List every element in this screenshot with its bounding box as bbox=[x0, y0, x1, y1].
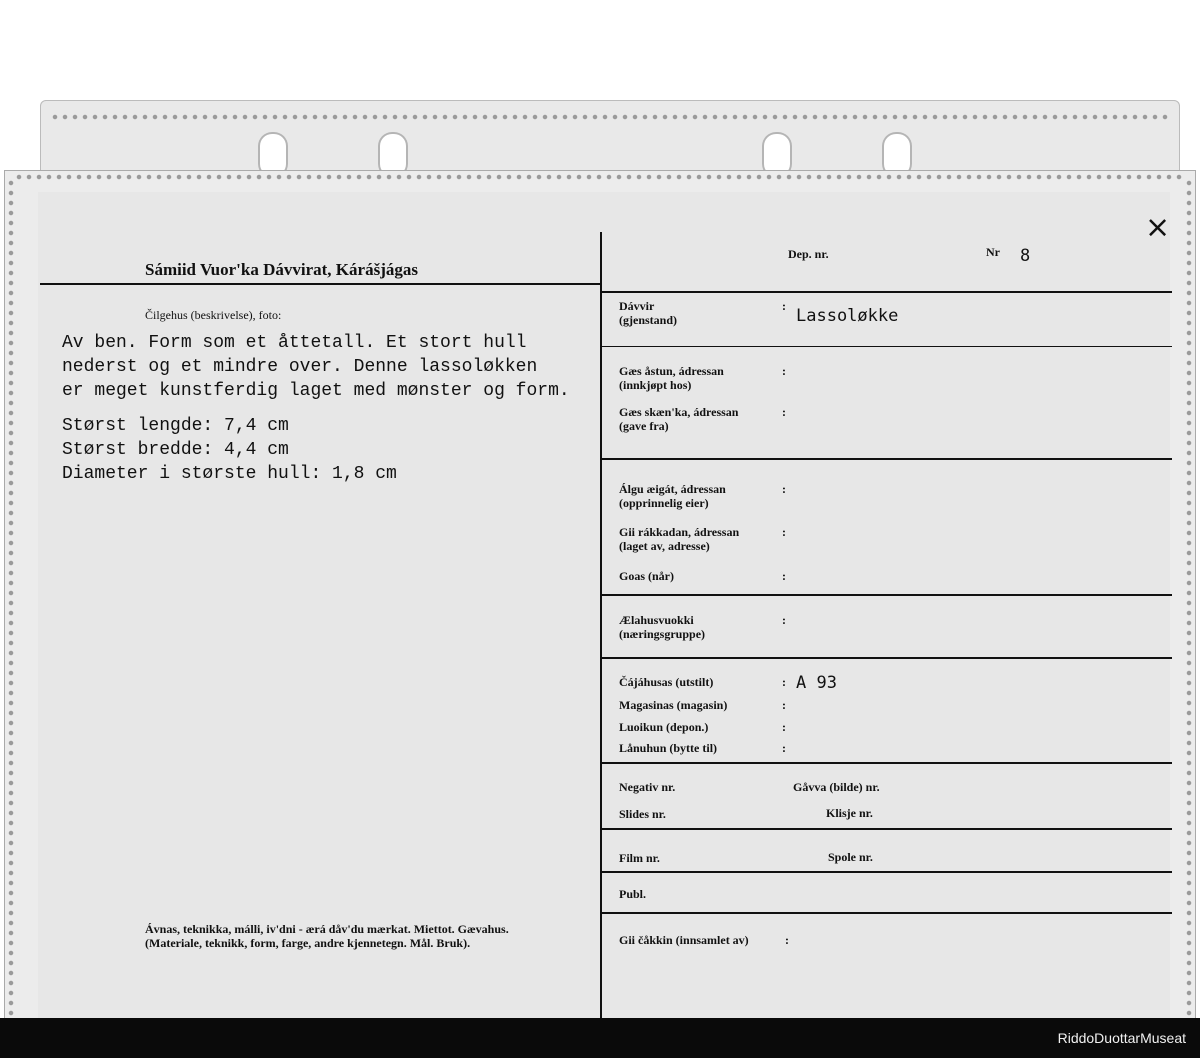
aelahus-label: Ælahusvuokki bbox=[619, 613, 694, 627]
description-label: Čilgehus (beskrivelse), foto: bbox=[145, 308, 282, 322]
cajahusas-label: Čájáhusas (utstilt) bbox=[619, 675, 714, 689]
sleeve-perforation bbox=[50, 112, 1170, 122]
row-rule bbox=[602, 458, 1172, 460]
rakkadan-sub: (laget av, adresse) bbox=[619, 539, 710, 553]
dep-nr-label: Dep. nr. bbox=[788, 247, 829, 261]
field-colon: : bbox=[782, 364, 786, 378]
skaenka-sub: (gave fra) bbox=[619, 419, 669, 433]
davvir-sub: (gjenstand) bbox=[619, 313, 678, 327]
row-rule bbox=[602, 762, 1172, 764]
field-colon: : bbox=[782, 741, 786, 755]
astun-label: Gæs åstun, ádressan bbox=[619, 364, 724, 378]
description-line: er meget kunstferdig laget med mønster og form. bbox=[62, 381, 570, 401]
check-mark-icon: ⨯ bbox=[1145, 210, 1171, 245]
davvir-value: Lassoløkke bbox=[796, 306, 899, 326]
measurement-line: Størst lengde: 7,4 cm bbox=[62, 416, 289, 436]
sleeve-perforation bbox=[6, 178, 16, 1020]
field-colon: : bbox=[782, 675, 786, 689]
gavva-label: Gåvva (bilde) nr. bbox=[793, 780, 880, 794]
field-colon: : bbox=[785, 933, 789, 947]
row-rule bbox=[602, 828, 1172, 830]
luoikun-label: Luoikun (depon.) bbox=[619, 720, 709, 734]
row-rule bbox=[602, 657, 1172, 659]
bottom-strip bbox=[0, 1018, 1200, 1058]
row-rule bbox=[602, 594, 1172, 596]
material-footer-line: Ávnas, teknikka, málli, iv'dni - ærá dåv'du mærkat. Miettot. Gævahus. bbox=[145, 922, 509, 936]
field-colon: : bbox=[782, 613, 786, 627]
description-line: Av ben. Form som et åttetall. Et stort hull bbox=[62, 333, 527, 353]
skaenka-label: Gæs skæn'ka, ádressan bbox=[619, 405, 739, 419]
magasinas-label: Magasinas (magasin) bbox=[619, 698, 728, 712]
row-rule bbox=[602, 291, 1172, 293]
lanuhun-label: Lånuhun (bytte til) bbox=[619, 741, 718, 755]
nr-label: Nr bbox=[986, 245, 1000, 259]
header-rule bbox=[40, 283, 600, 285]
davvir-label: Dávvir bbox=[619, 299, 655, 313]
sleeve-top-strip bbox=[40, 100, 1180, 180]
description-line: nederst og et mindre over. Denne lassoløkken bbox=[62, 357, 538, 377]
aelahus-sub: (næringsgruppe) bbox=[619, 627, 706, 641]
slides-label: Slides nr. bbox=[619, 807, 666, 821]
field-colon: : bbox=[782, 405, 786, 419]
nr-value: 8 bbox=[1020, 246, 1031, 266]
field-colon: : bbox=[782, 569, 786, 583]
field-colon: : bbox=[782, 698, 786, 712]
watermark-text: RiddoDuottarMuseat bbox=[1057, 1030, 1186, 1046]
row-rule bbox=[602, 346, 1172, 347]
row-rule bbox=[602, 871, 1172, 873]
klisje-label: Klisje nr. bbox=[826, 806, 873, 820]
film-label: Film nr. bbox=[619, 851, 660, 865]
field-colon: : bbox=[782, 299, 786, 313]
publ-label: Publ. bbox=[619, 887, 647, 901]
measurement-line: Diameter i største hull: 1,8 cm bbox=[62, 464, 397, 484]
field-colon: : bbox=[782, 525, 786, 539]
measurement-line: Størst bredde: 4,4 cm bbox=[62, 440, 289, 460]
algu-sub: (opprinnelig eier) bbox=[619, 496, 709, 510]
astun-sub: (innkjøpt hos) bbox=[619, 378, 692, 392]
field-colon: : bbox=[782, 482, 786, 496]
column-divider bbox=[600, 232, 602, 1018]
cajahusas-value: A 93 bbox=[796, 673, 837, 693]
negativ-label: Negativ nr. bbox=[619, 780, 676, 794]
material-footer-line: (Materiale, teknikk, form, farge, andre kjennetegn. Mål. Bruk). bbox=[145, 936, 471, 950]
sleeve-perforation bbox=[14, 172, 1186, 182]
sleeve-perforation bbox=[1184, 178, 1194, 1020]
field-colon: : bbox=[782, 720, 786, 734]
algu-label: Álgu æigát, ádressan bbox=[619, 482, 726, 496]
rakkadan-label: Gii rákkadan, ádressan bbox=[619, 525, 740, 539]
goas-label: Goas (når) bbox=[619, 569, 674, 583]
spole-label: Spole nr. bbox=[828, 850, 873, 864]
cakkin-label: Gii čåkkin (innsamlet av) bbox=[619, 933, 749, 947]
museum-title: Sámiid Vuor'ka Dávvirat, Kárášjágas bbox=[145, 260, 418, 279]
row-rule bbox=[602, 912, 1172, 914]
